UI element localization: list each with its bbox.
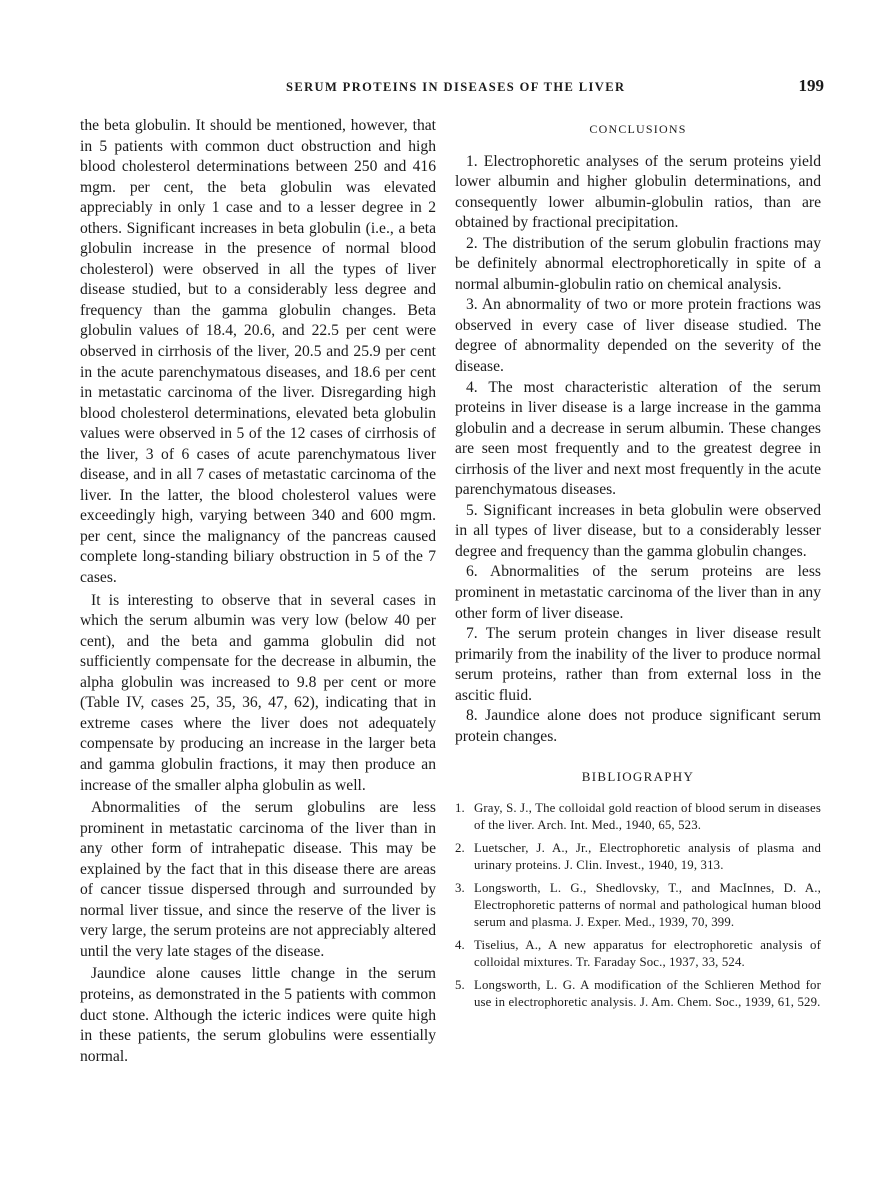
conclusions-list (455, 152, 821, 748)
page-number: 199 (798, 76, 824, 95)
reference-number: 3. (455, 881, 465, 896)
bibliography-entry (455, 880, 821, 930)
conclusion-item: 1. Electrophoretic analyses of the serum proteins yield lower albumin and higher globulin determinations, and consequently lower albumin-globulin ratios, than are obtained by fractional precipitation. (455, 152, 821, 232)
body-paragraph: Jaundice alone causes little change in the serum proteins, as demonstrated in the 5 patients with common duct stone. Although the icteric indices were quite high in these patients, the serum globulins were essentially normal. (80, 965, 436, 1065)
reference-citation: Longsworth, L. G. A modification of the Schlieren Method for use in electrophoretic analysis. J. Am. Chem. Soc., 1939, 61, 529. (474, 978, 821, 1009)
bibliography-list (455, 800, 821, 1011)
conclusion-item: 4. The most characteristic alteration of the serum proteins in liver disease is a large increase in the gamma globulin and a decrease in serum albumin. These changes are seen most frequently and to the greatest degree in cirrhosis of the liver and next most frequently in the acute parenchymatous diseases. (455, 378, 821, 499)
conclusion-item: 8. Jaundice alone does not produce significant serum protein changes. (455, 707, 821, 745)
conclusion-item: 3. An abnormality of two or more protein fractions was observed in every case of liver disease studied. The degree of abnormality depended on the severity of the disease. (455, 296, 821, 376)
reference-number: 1. (455, 800, 465, 815)
body-paragraph: Abnormalities of the serum globulins are less prominent in metastatic carcinoma of the liver than in any other form of intrahepatic disease. This may be explained by the fact that in this disease there are areas of cancer tissue dispersed through and surrounded by normal liver tissue, and since the reserve of the liver is very large, the serum proteins are not appreciably altered until the very late stages of the disease. (80, 799, 436, 960)
body-paragraph: the beta globulin. It should be mentioned, however, that in 5 patients with common duct obstruction and high blood cholesterol determinations between 250 and 416 mgm. per cent, the beta globulin was elevated appreciably in only 1 case and to a lesser degree in 2 others. Significant increases in beta globulin (i.e., a beta globulin increase in the presence of normal blood cholesterol) were observed in all the types of liver disease studied, but to a considerably less degree and frequency than the gamma globulin changes. Beta globulin values of 18.4, 20.6, and 22.5 per cent were observed in cirrhosis of the liver, 20.5 and 25.9 per cent in the acute parenchymatous diseases, and 18.6 per cent in metastatic carcinoma of the liver. Disregarding high blood cholesterol determinations, elevated beta globulin values were observed in 5 of the 12 cases of cirrhosis of the liver, 3 of 6 cases of acute parenchymatous liver disease, and in all 7 cases of metastatic carcinoma of the liver. In the latter, the blood cholesterol values were exceedingly high, varying between 340 and 600 mgm. per cent, since the malignancy of the pancreas caused complete long-standing biliary obstruction in 5 of the 7 cases. (80, 117, 436, 587)
conclusion-item: 7. The serum protein changes in liver disease result primarily from the inability of the liver to produce normal serum proteins, rather than from external loss in the ascitic fluid. (455, 625, 821, 704)
reference-citation: Longsworth, L. G., Shedlovsky, T., and MacInnes, D. A., Electrophoretic patterns of normal and pathological human blood serum and plasma. J. Exper. Med., 1939, 70, 399. (474, 881, 821, 929)
right-column (455, 116, 821, 1017)
reference-number: 4. (455, 938, 465, 953)
bibliography-entry (455, 937, 821, 970)
bibliography-heading: BIBLIOGRAPHY (581, 769, 695, 785)
reference-number: 2. (455, 841, 465, 856)
conclusion-item: 5. Significant increases in beta globulin were observed in all types of liver disease, but to a considerably lesser degree and frequency than the gamma globulin changes. (455, 501, 821, 560)
bibliography-entry (455, 840, 821, 873)
bibliography-entry (455, 977, 821, 1010)
running-title: SERUM PROTEINS IN DISEASES OF THE LIVER (286, 80, 626, 94)
reference-citation: Luetscher, J. A., Jr., Electrophoretic analysis of plasma and urinary proteins. J. Clin. Invest., 1940, 19, 313. (474, 841, 821, 872)
left-column (80, 116, 436, 1067)
conclusion-item: 6. Abnormalities of the serum proteins are less prominent in metastatic carcinoma of the liver than in any other form of liver disease. (455, 563, 821, 622)
reference-citation: Tiselius, A., A new apparatus for electrophoretic analysis of colloidal mixtures. Tr. Faraday Soc., 1937, 33, 524. (474, 938, 821, 969)
reference-number: 5. (455, 978, 465, 993)
conclusion-item: 2. The distribution of the serum globulin fractions may be definitely abnormal electrophoretically in spite of a normal albumin-globulin ratio on chemical analysis. (455, 234, 821, 293)
reference-citation: Gray, S. J., The colloidal gold reaction of blood serum in diseases of the liver. Arch. Int. Med., 1940, 65, 523. (474, 800, 821, 832)
body-paragraph: It is interesting to observe that in several cases in which the serum albumin was very low (below 40 per cent), and the beta and gamma globulin did not sufficiently compensate for the decrease in albumin, the alpha globulin was increased to 9.8 per cent or more (Table IV, cases 25, 35, 36, 47, 62), indicating that in extreme cases where the liver does not adequately compensate by producing an increase in the larger beta and gamma globulin fractions, it may then produce an increase of the smaller alpha globulin as well. (80, 591, 436, 794)
conclusions-heading: CONCLUSIONS (589, 122, 687, 136)
bibliography-entry (455, 800, 821, 833)
